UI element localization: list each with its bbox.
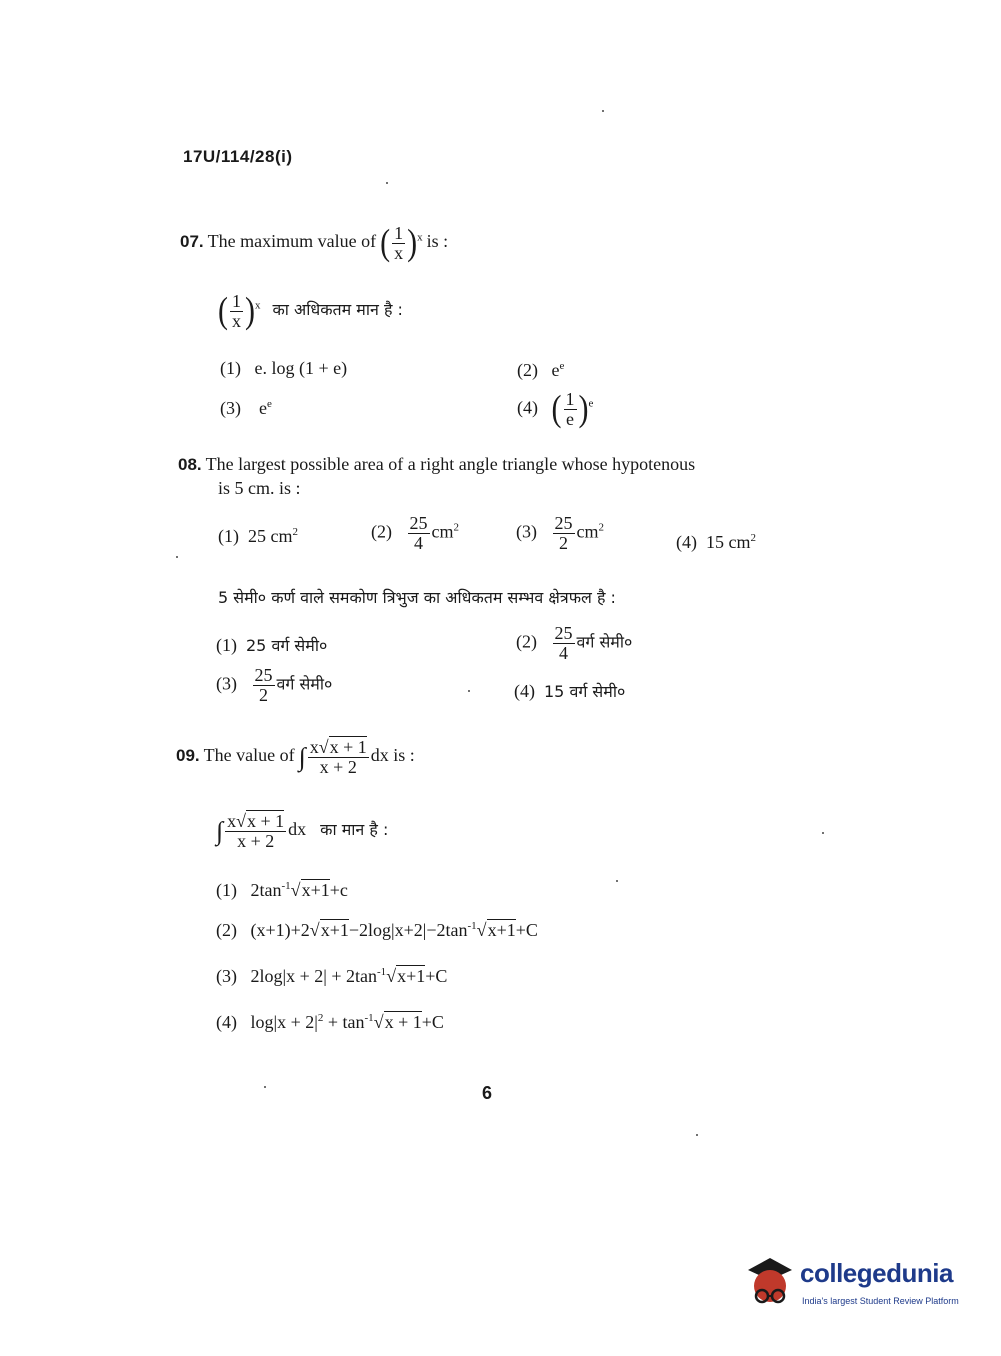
page-number: 6 xyxy=(482,1083,493,1103)
integrand: $\frac{x√x + 1}{x + 2}$ xyxy=(309,737,367,777)
q07-option-3: (3) $e^e$ xyxy=(220,398,272,418)
question-number: 09. xyxy=(176,746,200,766)
question-08-hindi: 5 सेमी० कर्ण वाले समकोण त्रिभुज का अधिकतम सम्भव क्षेत्रफल है : xyxy=(218,588,616,607)
q08-hindi-option-4: (4) 15 वर्ग सेमी० xyxy=(514,681,626,701)
logo-tagline: India's largest Student Review Platform xyxy=(802,1296,959,1306)
q07-option-2: (2) $e^e$ xyxy=(517,360,565,380)
q08-option-4: (4) 15 $cm^2$ xyxy=(676,532,756,552)
q08-option-3: (3) $\frac{25}{2}$ $cm^2$ xyxy=(516,513,604,553)
question-text-end: is : xyxy=(426,231,449,252)
q08-hindi-option-2: (2) $\frac{25}{4}$ वर्ग सेमी० xyxy=(516,623,633,663)
question-number: 08. xyxy=(178,455,202,474)
q08-hindi-option-1: (1) 25 वर्ग सेमी० xyxy=(216,635,328,655)
q09-option-2: (2) $(x+1)+2√x+1-2\log|x+2|-2\tan^{-1}√x+1+C$ xyxy=(216,920,538,940)
question-07: 07. The maximum value of ( $\frac{1}{x}$ )$^x$ is : xyxy=(180,222,449,264)
hindi-text: का अधिकतम मान है : xyxy=(272,300,403,320)
question-text: The value of xyxy=(203,745,295,766)
q09-option-4: (4) $\log|x + 2|^2 + \tan^{-1}√x + 1+C$ xyxy=(216,1012,444,1032)
q07-option-1: (1) e. log (1 + e) xyxy=(220,358,348,378)
paper-code: 17U/114/28(i) xyxy=(183,147,293,166)
q09-option-1: (1) $2\tan^{-1}√x+1+c$ xyxy=(216,880,348,900)
question-07-hindi: ( $\frac{1}{x}$ )$^x$ का अधिकतम मान है : xyxy=(218,290,403,332)
logo-name: collegedunia xyxy=(800,1258,953,1288)
q08-hindi-option-3: (3) $\frac{25}{2}$ वर्ग सेमी० xyxy=(216,665,333,705)
mascot-icon xyxy=(740,1252,798,1312)
question-number: 07. xyxy=(180,232,204,252)
question-09: 09. The value of ∫ $\frac{x√x + 1}{x + 2}$ dx is : xyxy=(176,737,415,777)
hindi-text: का मान है : xyxy=(320,820,389,840)
question-09-hindi: ∫ $\frac{x√x + 1}{x + 2}$ dx का मान है : xyxy=(216,811,389,851)
question-08-line2: is 5 cm. is : xyxy=(218,478,301,498)
question-text: The largest possible area of a right angle triangle whose hypotenous xyxy=(205,454,696,474)
collegedunia-logo xyxy=(740,1252,970,1322)
q07-option-4: (4) ( $\frac{1}{e}$ )$^e$ xyxy=(517,388,594,430)
q08-option-2: (2) $\frac{25}{4}$ $cm^2$ xyxy=(371,513,459,553)
question-text: The maximum value of xyxy=(207,231,377,252)
question-08 xyxy=(178,454,695,475)
q08-option-1: (1) 25 $cm^2$ xyxy=(218,526,298,546)
fraction: $\frac{1}{x}$ xyxy=(394,223,404,263)
q09-option-3: (3) $2\log|x + 2| + 2\tan^{-1}√x+1+C$ xyxy=(216,966,448,986)
